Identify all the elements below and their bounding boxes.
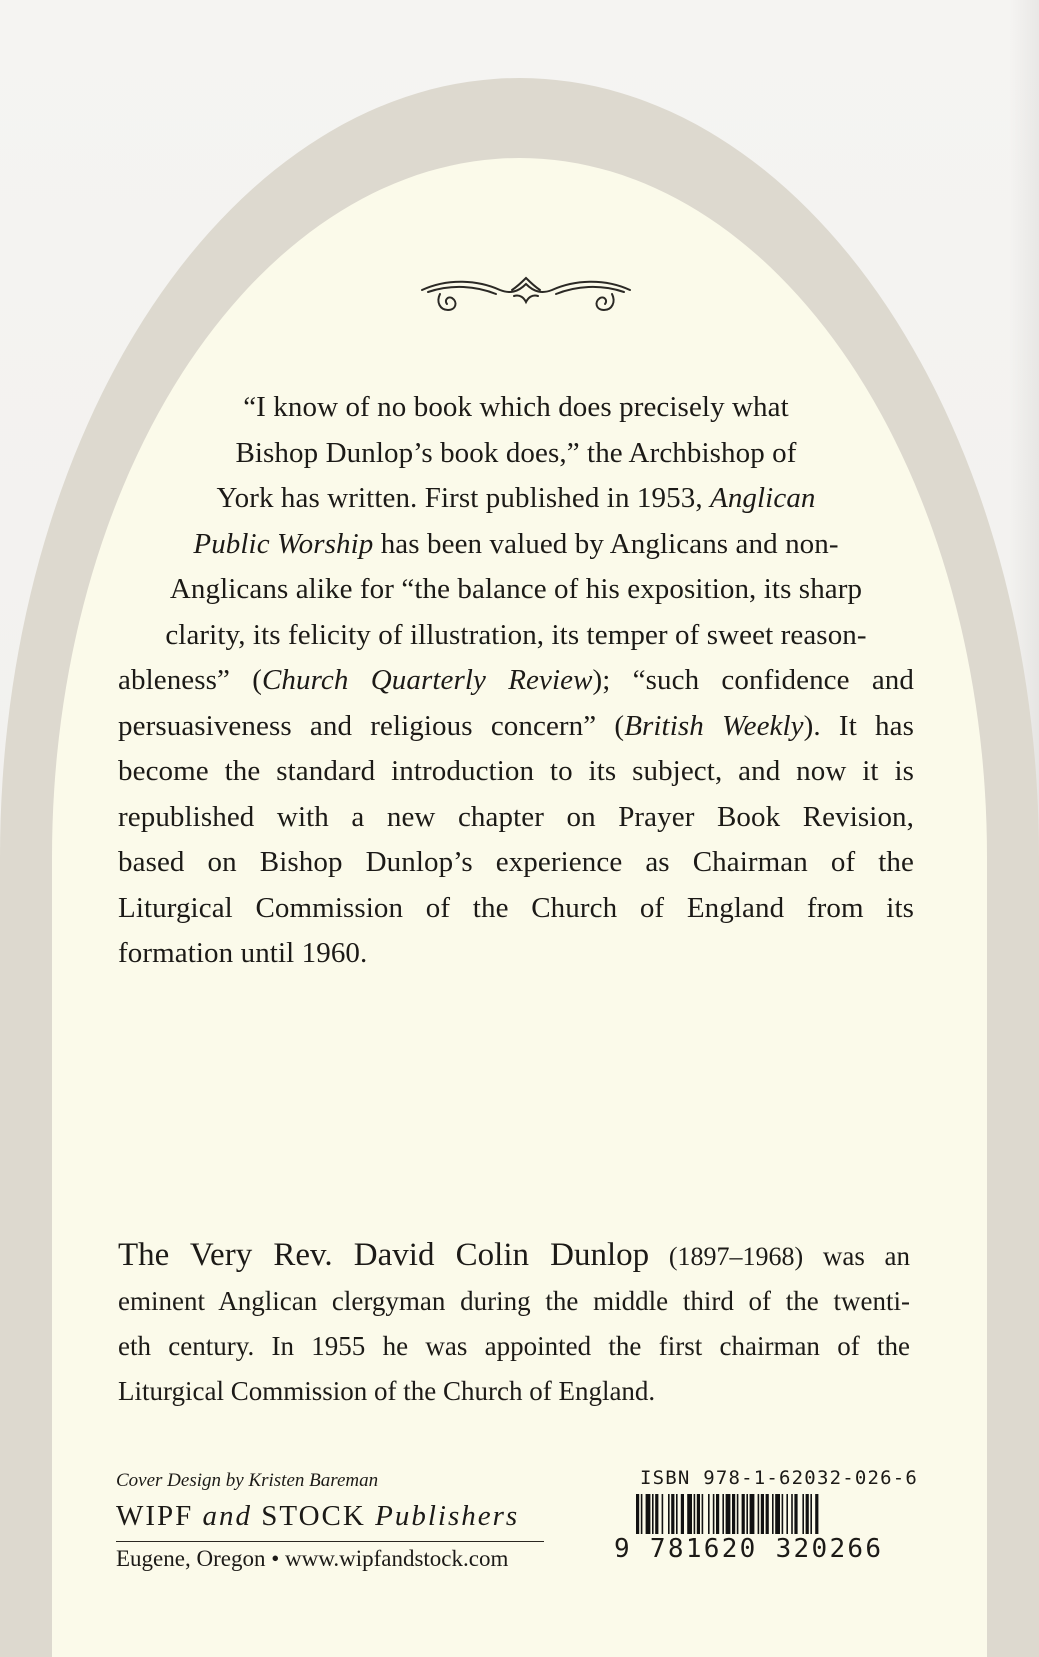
publisher-text-italic: Publishers: [375, 1500, 520, 1532]
blurb-text: ); “such confidence and: [592, 664, 914, 696]
publisher-website: www.wipfandstock.com: [285, 1546, 509, 1571]
blurb-text: has been valued by Anglicans and non-: [373, 527, 839, 560]
blurb-line: become the standard introduction to its subject, and now it is: [118, 755, 914, 787]
author-dates: (1897–1968): [668, 1242, 804, 1271]
book-title-italic: Public Worship: [193, 527, 374, 560]
publisher-text: STOCK: [252, 1500, 376, 1532]
blurb-line: [118, 476, 914, 522]
blurb-line: [118, 522, 914, 568]
review-source-italic: Church Quarterly Review: [261, 664, 593, 696]
publisher-text: WIPF: [116, 1500, 203, 1532]
blurb-line: Liturgical Commission of the Church of England from its: [118, 891, 914, 924]
blurb-text: ). It has: [803, 709, 914, 742]
review-source-italic: British Weekly: [624, 709, 804, 742]
bio-line: Liturgical Commission of the Church of England.: [118, 1376, 656, 1406]
blurb-line: [118, 704, 914, 750]
bio-text: was an: [803, 1241, 911, 1271]
book-description: [118, 385, 914, 977]
publisher-name: [116, 1500, 519, 1533]
blurb-text: persuasiveness and religious concern” (: [118, 709, 625, 742]
bio-line: eminent Anglican clergyman during the middle third of the twenti-: [118, 1286, 910, 1316]
barcode-digits: 9 781620 320266: [614, 1534, 884, 1564]
blurb-line: republished with a new chapter on Prayer Book Revision,: [118, 800, 914, 833]
publisher-location: [116, 1546, 508, 1572]
blurb-text: ableness” (: [118, 664, 262, 696]
bullet-separator: •: [271, 1546, 280, 1571]
publisher-text-italic: and: [202, 1500, 253, 1532]
blurb-text: York has written. First published in 1953,: [216, 482, 711, 514]
blurb-line: formation until 1960.: [118, 937, 368, 969]
blurb-line: Anglicans alike for “the balance of his exposition, its sharp: [169, 573, 863, 605]
author-bio: [118, 1233, 910, 1414]
blurb-line: Bishop Dunlop’s book does,” the Archbishop of: [235, 436, 797, 469]
book-title-italic: Anglican: [710, 482, 816, 514]
publisher-city: Eugene, Oregon: [116, 1546, 266, 1571]
flourish-ornament-icon: [418, 270, 634, 316]
cover-design-credit: Cover Design by Kristen Bareman: [116, 1470, 379, 1491]
publisher-rule: [116, 1541, 544, 1542]
blurb-line: clarity, its felicity of illustration, its temper of sweet reason-: [165, 618, 867, 651]
blurb-line: [118, 658, 914, 704]
author-name: The Very Rev. David Colin Dunlop: [118, 1237, 650, 1273]
blurb-line: “I know of no book which does precisely what: [243, 391, 789, 423]
isbn-label: ISBN 978-1-62032-026-6: [640, 1467, 919, 1489]
bio-line: eth century. In 1955 he was appointed the first chairman of the: [118, 1331, 910, 1361]
blurb-line: based on Bishop Dunlop’s experience as Chairman of the: [118, 846, 914, 878]
bio-line: [118, 1233, 910, 1279]
